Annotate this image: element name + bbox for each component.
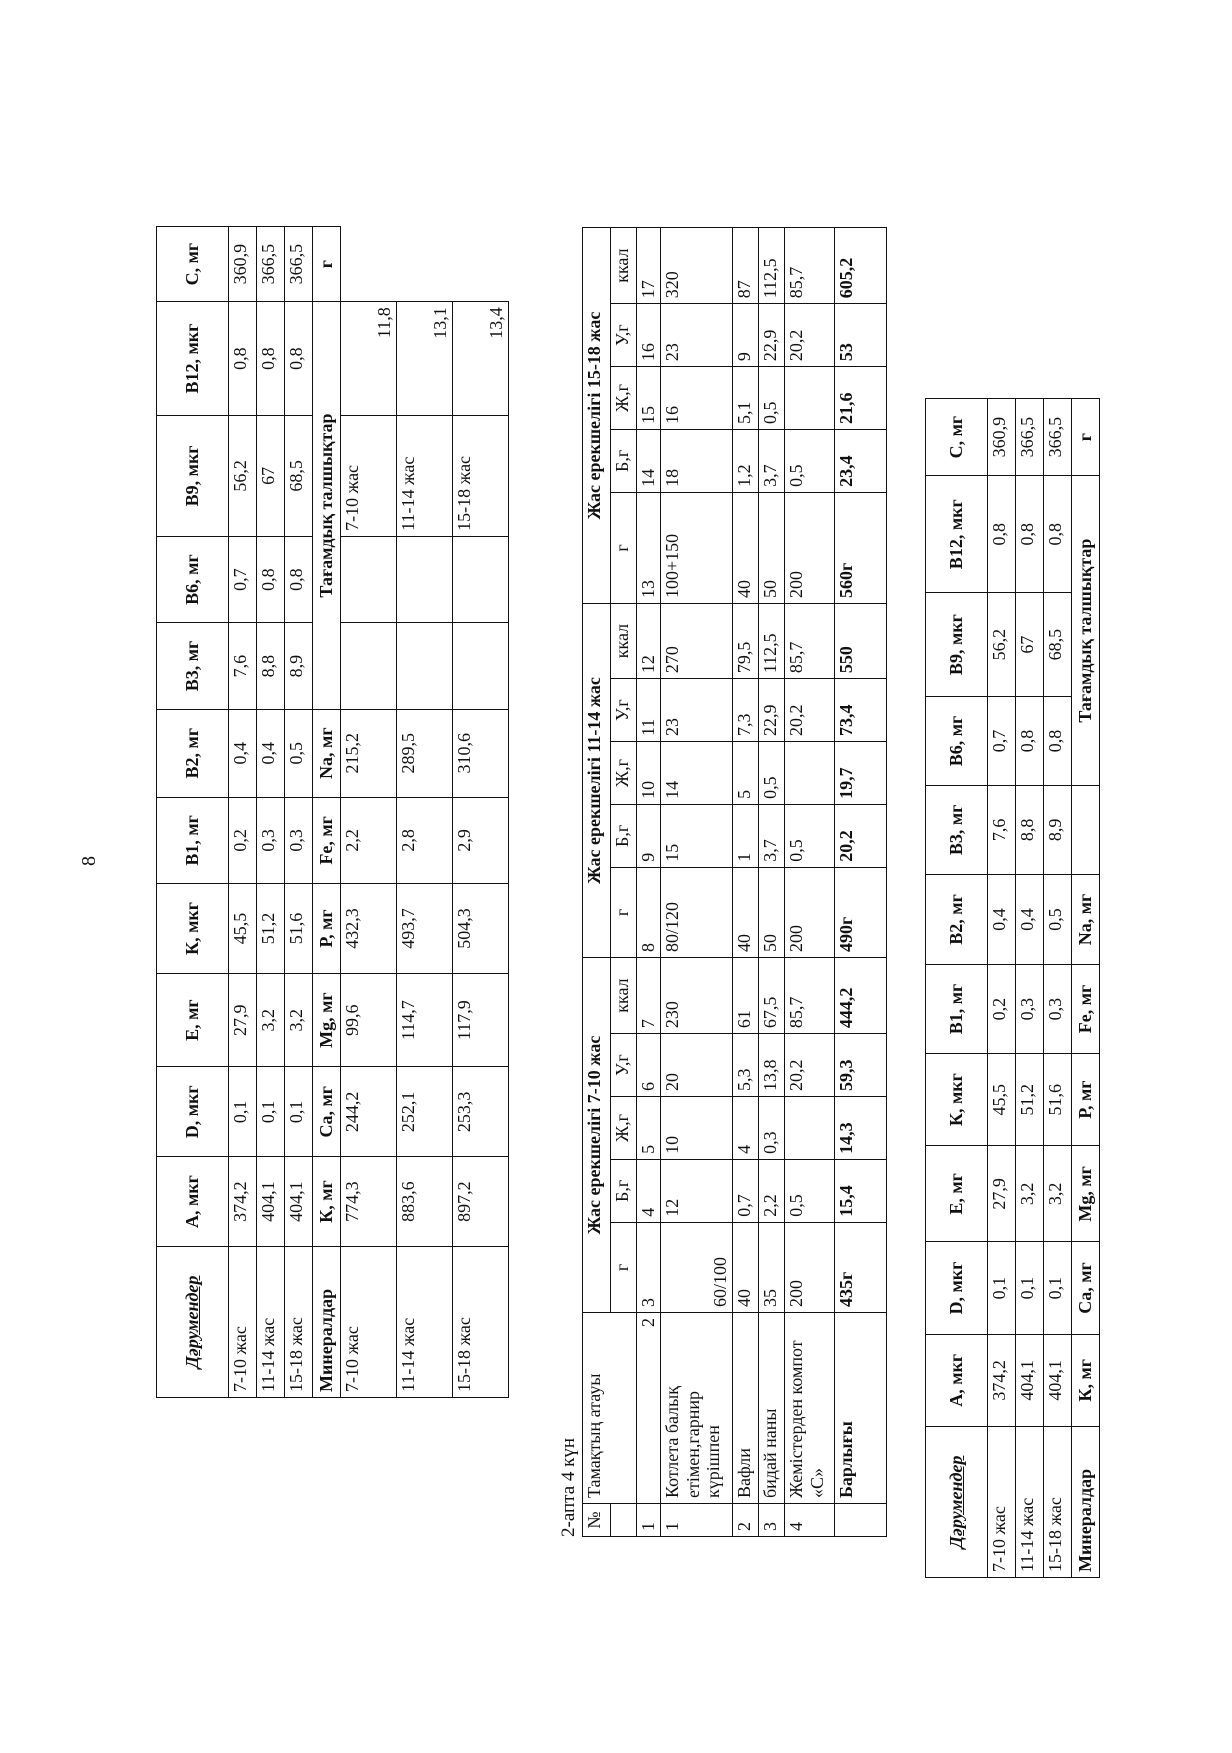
menu-r3-11: 85,7	[785, 603, 835, 678]
menu-numbering-1: 2	[637, 1313, 661, 1504]
menu-r3-10: 20,2	[785, 679, 835, 742]
menu-r0-6: 230	[661, 958, 733, 1034]
menu-numbering-5: 6	[637, 1034, 661, 1097]
menu-sub-g3-2: Ж,г	[611, 367, 637, 430]
menu-total-7: 490г	[835, 867, 887, 957]
t3-h-9: В9, мкг	[926, 593, 988, 697]
menu-r1-12: 40	[733, 492, 759, 603]
menu-r3-13: 0,5	[785, 429, 835, 492]
t1-mh-4: Р, мг	[313, 884, 341, 974]
menu-r3-14	[785, 367, 835, 430]
menu-r3-16: 85,7	[785, 228, 835, 304]
menu-r0-9: 14	[661, 742, 733, 805]
t3-r0-1: 374,2	[988, 1334, 1016, 1426]
t1-m2-8: 13,4	[453, 302, 509, 416]
t1-r2-7: 8,9	[285, 623, 313, 709]
menu-sub-g3-1: Б,г	[611, 429, 637, 492]
menu-sub-g2-2: Ж,г	[611, 742, 637, 805]
t1-r1-10: 0,8	[257, 302, 285, 416]
t3-h-1: А, мкг	[926, 1334, 988, 1426]
t3-r2-5: 0,3	[1044, 965, 1072, 1054]
menu-r0-11: 270	[661, 603, 733, 678]
t3-r2-1: 404,1	[1044, 1334, 1072, 1426]
menu-r2-15: 22,9	[759, 304, 785, 367]
t3-mh-2: Са, мг	[1072, 1242, 1100, 1334]
t3-mh-10: г	[1072, 399, 1100, 476]
t1-r1-6: 0,4	[257, 709, 285, 797]
t1-m2-1: 897,2	[453, 1157, 509, 1247]
t1-m2-7: 15-18 жас	[453, 415, 509, 536]
menu-r2-8: 3,7	[759, 804, 785, 867]
t3-h-11: С, мг	[926, 399, 988, 476]
menu-total-2: 435г	[835, 1222, 887, 1312]
t1-m1-0: 11-14 жас	[397, 1247, 453, 1398]
t1-r2-6: 0,5	[285, 709, 313, 797]
t3-mh-6: Na, мг	[1072, 874, 1100, 964]
menu-col-name: Тамақтың атауы	[583, 1313, 637, 1504]
t3-h-5: В1, мг	[926, 965, 988, 1054]
menu-total-15: 53	[835, 304, 887, 367]
menu-r3-9	[785, 742, 835, 805]
t3-r1-1: 404,1	[1016, 1334, 1044, 1426]
t1-mh-6: Na, мг	[313, 709, 341, 797]
menu-r2-3: 2,2	[759, 1159, 785, 1222]
menu-r1-9: 5	[733, 742, 759, 805]
menu-r2-6: 67,5	[759, 958, 785, 1034]
menu-numbering-13: 14	[637, 429, 661, 492]
t3-h-4: К, мкг	[926, 1054, 988, 1146]
menu-sub-g1-0: г	[611, 1222, 637, 1312]
t3-h-0: Дәрумендер	[926, 1427, 988, 1578]
t1-mh-0: Минералдар	[313, 1247, 341, 1398]
t1-r0-7: 7,6	[229, 623, 257, 709]
t3-r0-6: 0,4	[988, 874, 1016, 964]
t3-r2-8: 0,8	[1044, 697, 1072, 786]
menu-r2-4: 0,3	[759, 1097, 785, 1160]
menu-r1-2: 40	[733, 1222, 759, 1312]
t3-r1-5: 0,3	[1016, 965, 1044, 1054]
page-number: 8	[78, 856, 100, 866]
t1-r1-4: 51,2	[257, 884, 285, 974]
menu-r3-1: Жемістерден компот «С»	[785, 1313, 835, 1504]
menu-r2-16: 112,5	[759, 228, 785, 304]
menu-numbering-10: 11	[637, 679, 661, 742]
t3-mh-7	[1072, 785, 1100, 874]
menu-r2-12: 50	[759, 492, 785, 603]
t1-r1-7: 8,8	[257, 623, 285, 709]
t1-m1-8: 13,1	[397, 302, 453, 416]
menu-group-3: Жас ерекшелігі 15-18 жас	[583, 228, 611, 604]
t1-r0-1: 374,2	[229, 1157, 257, 1247]
t1-m0-3: 99,6	[341, 973, 397, 1066]
menu-r1-13: 1,2	[733, 429, 759, 492]
t1-m2-0: 15-18 жас	[453, 1247, 509, 1398]
menu-sub-g2-3: У,г	[611, 679, 637, 742]
t1-m0-5: 2,2	[341, 797, 397, 883]
menu-numbering-6: 7	[637, 958, 661, 1034]
t3-h-10: В12, мкг	[926, 476, 988, 593]
t1-m1-4: 493,7	[397, 884, 453, 974]
t1-m2-4: 504,3	[453, 884, 509, 974]
menu-r0-5: 20	[661, 1034, 733, 1097]
menu-sub-g1-1: Б,г	[611, 1159, 637, 1222]
t3-r0-0: 7-10 жас	[988, 1427, 1016, 1578]
menu-r2-11: 112,5	[759, 603, 785, 678]
menu-numbering-12: 13	[637, 492, 661, 603]
t1-r2-11: 366,5	[285, 227, 313, 302]
t1-m0-7: 7-10 жас	[341, 415, 397, 536]
menu-r0-10: 23	[661, 679, 733, 742]
menu-r2-14: 0,5	[759, 367, 785, 430]
t3-r1-4: 51,2	[1016, 1054, 1044, 1146]
menu-r3-5: 20,2	[785, 1034, 835, 1097]
t1-mh-5: Fe, мг	[313, 797, 341, 883]
t1-r0-9: 56,2	[229, 415, 257, 536]
t1-r2-5: 0,3	[285, 797, 313, 883]
menu-group-1: Жас ерекшелігі 7-10 жас	[583, 958, 611, 1313]
menu-sub-g1-2: Ж,г	[611, 1097, 637, 1160]
t3-r2-2: 0,1	[1044, 1242, 1072, 1334]
t1-m0-1: 774,3	[341, 1157, 397, 1247]
t1-r1-2: 0,1	[257, 1067, 285, 1157]
menu-total-3: 15,4	[835, 1159, 887, 1222]
menu-total-1: Барлығы	[835, 1313, 887, 1504]
menu-r0-12: 100+150	[661, 492, 733, 603]
t1-r0-11: 360,9	[229, 227, 257, 302]
menu-sub-g3-4: ккал	[611, 228, 637, 304]
menu-r0-0: 1	[661, 1504, 733, 1537]
t1-h-7: В3, мг	[157, 623, 229, 709]
menu-r2-13: 3,7	[759, 429, 785, 492]
t1-r2-3: 3,2	[285, 973, 313, 1066]
t3-r0-3: 27,9	[988, 1146, 1016, 1242]
t1-h-1: А, мкг	[157, 1157, 229, 1247]
menu-r3-2: 200	[785, 1222, 835, 1312]
t1-h-2: D, мкг	[157, 1067, 229, 1157]
menu-r2-5: 13,8	[759, 1034, 785, 1097]
t1-m0-0: 7-10 жас	[341, 1247, 397, 1398]
t3-r1-7: 8,8	[1016, 785, 1044, 874]
menu-sub-g2-0: г	[611, 867, 637, 957]
t1-m0-8: 11,8	[341, 302, 397, 416]
t1-r1-5: 0,3	[257, 797, 285, 883]
menu-numbering-0: 1	[637, 1504, 661, 1537]
menu-r3-0: 4	[785, 1504, 835, 1537]
menu-numbering-3: 4	[637, 1159, 661, 1222]
menu-r0-2: 60/100	[661, 1222, 733, 1312]
menu-total-10: 73,4	[835, 679, 887, 742]
t1-r0-6: 0,4	[229, 709, 257, 797]
t1-mh-2: Са, мг	[313, 1067, 341, 1157]
t1-r0-3: 27,9	[229, 973, 257, 1066]
menu-r0-8: 15	[661, 804, 733, 867]
t1-r0-10: 0,8	[229, 302, 257, 416]
menu-r1-8: 1	[733, 804, 759, 867]
t1-r0-5: 0,2	[229, 797, 257, 883]
t1-h-0: Дәрумендер	[157, 1247, 229, 1398]
t1-h-4: К, мкг	[157, 884, 229, 974]
t1-r1-3: 3,2	[257, 973, 285, 1066]
menu-numbering-7: 8	[637, 867, 661, 957]
menu-total-4: 14,3	[835, 1097, 887, 1160]
menu-r3-7: 200	[785, 867, 835, 957]
t3-h-3: Е, мг	[926, 1146, 988, 1242]
menu-numbering-4: 5	[637, 1097, 661, 1160]
menu-r2-9: 0,5	[759, 742, 785, 805]
menu-total-9: 19,7	[835, 742, 887, 805]
menu-r3-3: 0,5	[785, 1159, 835, 1222]
t3-r1-8: 0,8	[1016, 697, 1044, 786]
t1-r1-8: 0,8	[257, 536, 285, 622]
menu-r1-15: 9	[733, 304, 759, 367]
menu-r1-14: 5,1	[733, 367, 759, 430]
t1-r2-8: 0,8	[285, 536, 313, 622]
vitamins-table-3	[925, 398, 1100, 1578]
menu-caption: 2-апта 4 күн	[558, 1437, 579, 1537]
t1-m2-6: 310,6	[453, 709, 509, 797]
t3-mh-3: Mg, мг	[1072, 1146, 1100, 1242]
t3-r2-7: 8,9	[1044, 785, 1072, 874]
t1-nutrient-header: Тағамдық талшықтар	[313, 302, 341, 710]
menu-total-8: 20,2	[835, 804, 887, 867]
t1-m1-2: 252,1	[397, 1067, 453, 1157]
menu-r0-15: 23	[661, 304, 733, 367]
menu-total-6: 444,2	[835, 958, 887, 1034]
t3-r2-3: 3,2	[1044, 1146, 1072, 1242]
t1-m2-3: 117,9	[453, 973, 509, 1066]
t3-r1-11: 366,5	[1016, 399, 1044, 476]
t1-h-9: В9, мкг	[157, 415, 229, 536]
t1-r1-0: 11-14 жас	[257, 1247, 285, 1398]
t1-r1-9: 67	[257, 415, 285, 536]
menu-r2-0: 3	[759, 1504, 785, 1537]
menu-numbering-2: 3	[637, 1222, 661, 1312]
menu-r1-11: 79,5	[733, 603, 759, 678]
menu-r2-1: бидай наны	[759, 1313, 785, 1504]
t1-m1-5: 2,8	[397, 797, 453, 883]
menu-r0-13: 18	[661, 429, 733, 492]
t1-r1-1: 404,1	[257, 1157, 285, 1247]
t3-r2-11: 366,5	[1044, 399, 1072, 476]
t3-r0-2: 0,1	[988, 1242, 1016, 1334]
t3-r0-8: 0,7	[988, 697, 1016, 786]
menu-numbering-16: 17	[637, 228, 661, 304]
t1-r0-0: 7-10 жас	[229, 1247, 257, 1398]
t1-m1-1: 883,6	[397, 1157, 453, 1247]
menu-numbering-15: 16	[637, 304, 661, 367]
t3-mh-0: Минералдар	[1072, 1427, 1100, 1578]
t1-m1-6: 289,5	[397, 709, 453, 797]
menu-total-13: 23,4	[835, 429, 887, 492]
t1-h-5: В1, мг	[157, 797, 229, 883]
t1-r0-4: 45,5	[229, 884, 257, 974]
menu-r3-12: 200	[785, 492, 835, 603]
menu-total-16: 605,2	[835, 228, 887, 304]
t3-r1-3: 3,2	[1016, 1146, 1044, 1242]
menu-sub-g3-3: У,г	[611, 304, 637, 367]
t3-mh-1: К, мг	[1072, 1334, 1100, 1426]
menu-r0-7: 80/120	[661, 867, 733, 957]
menu-total-14: 21,6	[835, 367, 887, 430]
menu-r0-14: 16	[661, 367, 733, 430]
t1-r2-0: 15-18 жас	[285, 1247, 313, 1398]
t1-m2-2: 253,3	[453, 1067, 509, 1157]
t1-h-8: В6, мг	[157, 536, 229, 622]
t1-mh-1: К, мг	[313, 1157, 341, 1247]
t1-r2-1: 404,1	[285, 1157, 313, 1247]
vitamins-table-1	[156, 226, 509, 1398]
t1-h-11: С, мг	[157, 227, 229, 302]
t3-h-2: D, мкг	[926, 1242, 988, 1334]
menu-numbering-11: 12	[637, 603, 661, 678]
t3-r0-10: 0,8	[988, 476, 1016, 593]
menu-numbering-8: 9	[637, 804, 661, 867]
menu-total-5: 59,3	[835, 1034, 887, 1097]
menu-r1-1: Вафли	[733, 1313, 759, 1504]
menu-total-11: 550	[835, 603, 887, 678]
menu-total-0	[835, 1504, 887, 1537]
t1-h-10: В12, мкг	[157, 302, 229, 416]
menu-r3-8: 0,5	[785, 804, 835, 867]
menu-r0-3: 12	[661, 1159, 733, 1222]
menu-sub-g3-0: г	[611, 492, 637, 603]
t1-m0-4: 432,3	[341, 884, 397, 974]
t1-r2-10: 0,8	[285, 302, 313, 416]
t1-r0-8: 0,7	[229, 536, 257, 622]
t1-m1-3: 114,7	[397, 973, 453, 1066]
menu-r2-7: 50	[759, 867, 785, 957]
menu-r1-7: 40	[733, 867, 759, 957]
menu-numbering-14: 15	[637, 367, 661, 430]
t3-mh-5: Fe, мг	[1072, 965, 1100, 1054]
t3-r1-9: 67	[1016, 593, 1044, 697]
menu-r1-0: 2	[733, 1504, 759, 1537]
menu-sub-g1-4: ккал	[611, 958, 637, 1034]
t1-m2-5: 2,9	[453, 797, 509, 883]
menu-sub-g2-1: Б,г	[611, 804, 637, 867]
t1-h-3: Е, мг	[157, 973, 229, 1066]
t3-mh-4: Р, мг	[1072, 1054, 1100, 1146]
menu-table-block	[558, 227, 887, 1537]
t3-r2-9: 68,5	[1044, 593, 1072, 697]
menu-total-12: 560г	[835, 492, 887, 603]
t1-r2-4: 51,6	[285, 884, 313, 974]
t3-h-6: В2, мг	[926, 874, 988, 964]
t1-m0-2: 244,2	[341, 1067, 397, 1157]
t3-h-7: В3, мг	[926, 785, 988, 874]
t3-r2-6: 0,5	[1044, 874, 1072, 964]
t3-r2-10: 0,8	[1044, 476, 1072, 593]
menu-r0-4: 10	[661, 1097, 733, 1160]
t1-r2-9: 68,5	[285, 415, 313, 536]
t1-m0-6: 215,2	[341, 709, 397, 797]
menu-r2-2: 35	[759, 1222, 785, 1312]
t3-r1-6: 0,4	[1016, 874, 1044, 964]
menu-sub-g1-3: У,г	[611, 1034, 637, 1097]
menu-group-2: Жас ерекшелігі 11-14 жас	[583, 603, 611, 957]
menu-r1-10: 7,3	[733, 679, 759, 742]
t3-r1-0: 11-14 жас	[1016, 1427, 1044, 1578]
t3-r2-4: 51,6	[1044, 1054, 1072, 1146]
menu-col-no: №	[583, 1504, 611, 1537]
t1-nutrient-unit: г	[313, 227, 341, 302]
t1-m1-7: 11-14 жас	[397, 415, 453, 536]
t3-r1-2: 0,1	[1016, 1242, 1044, 1334]
menu-r3-6: 85,7	[785, 958, 835, 1034]
menu-r3-15: 20,2	[785, 304, 835, 367]
menu-r3-4	[785, 1097, 835, 1160]
t3-r2-0: 15-18 жас	[1044, 1427, 1072, 1578]
t1-r0-2: 0,1	[229, 1067, 257, 1157]
t3-r0-9: 56,2	[988, 593, 1016, 697]
t3-r0-4: 45,5	[988, 1054, 1016, 1146]
t3-r1-10: 0,8	[1016, 476, 1044, 593]
t1-r1-11: 366,5	[257, 227, 285, 302]
menu-r0-16: 320	[661, 228, 733, 304]
menu-r1-16: 87	[733, 228, 759, 304]
menu-r2-10: 22,9	[759, 679, 785, 742]
t3-r0-11: 360,9	[988, 399, 1016, 476]
menu-r0-1: Котлета балық етімен,гарнир күрішпен	[661, 1313, 733, 1504]
menu-numbering-9: 10	[637, 742, 661, 805]
menu-r1-4: 4	[733, 1097, 759, 1160]
t3-mh-8: Тағамдық талшықтар	[1072, 476, 1100, 786]
t1-r2-2: 0,1	[285, 1067, 313, 1157]
menu-sub-g2-4: ккал	[611, 603, 637, 678]
menu-r1-6: 61	[733, 958, 759, 1034]
t3-r0-7: 7,6	[988, 785, 1016, 874]
t1-mh-3: Mg, мг	[313, 973, 341, 1066]
t3-r0-5: 0,2	[988, 965, 1016, 1054]
t1-h-6: В2, мг	[157, 709, 229, 797]
t3-h-8: В6, мг	[926, 697, 988, 786]
menu-r1-3: 0,7	[733, 1159, 759, 1222]
menu-r1-5: 5,3	[733, 1034, 759, 1097]
